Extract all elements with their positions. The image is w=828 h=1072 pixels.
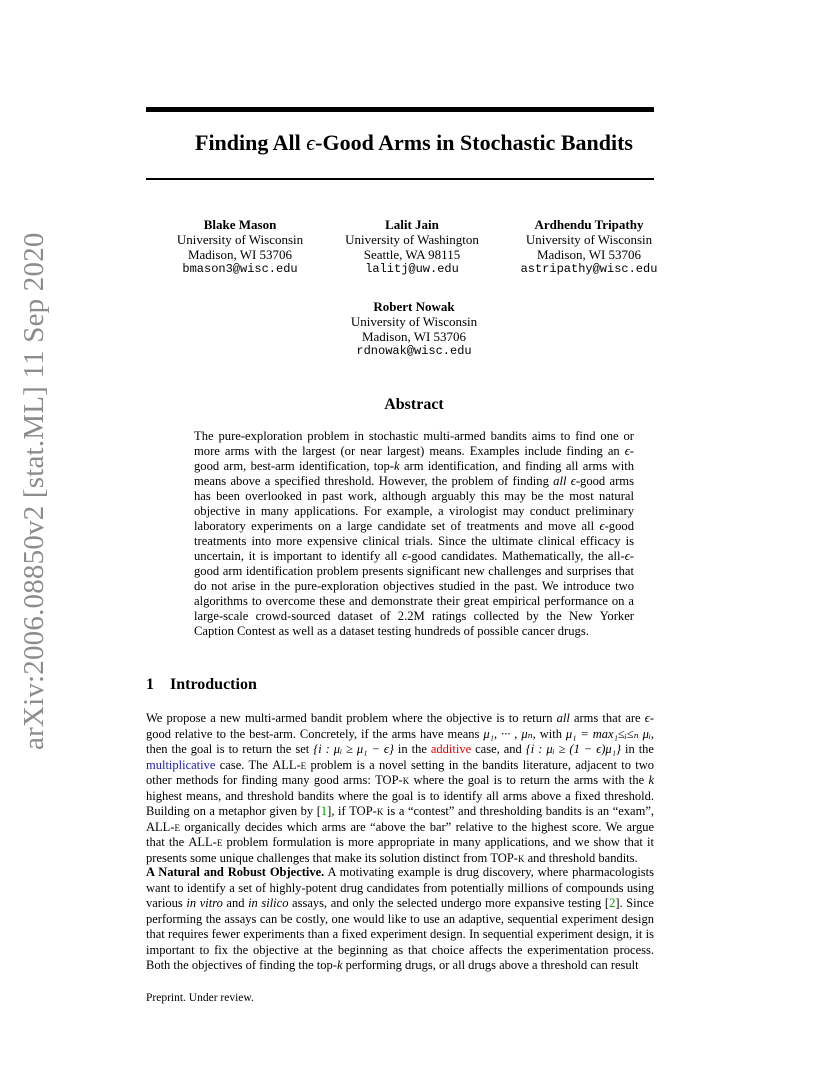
- text-segment: assays, and only the selected undergo more expansive testing [: [288, 896, 610, 910]
- text-segment: performing drugs, or all drugs above a threshold can result: [342, 958, 639, 972]
- author-email: astripathy@wisc.edu: [520, 262, 658, 276]
- section-title: Introduction: [170, 676, 257, 693]
- emphasis-all: all: [556, 711, 570, 725]
- math-means: μ₁, ··· , μₙ: [483, 726, 533, 741]
- author-block-1: [160, 217, 320, 277]
- title-top-rule: [146, 107, 654, 112]
- term-all-epsilon: ALL-ϵ: [188, 835, 223, 849]
- abstract-text-segment: arm identification, and finding all arms with means above a specified threshold. However, the problem of finding: [194, 459, 634, 488]
- title-bottom-rule: [146, 178, 654, 180]
- arxiv-stamp: arXiv:2006.08850v2 [stat.ML] 11 Sep 2020: [18, 232, 50, 750]
- abstract-heading: Abstract: [384, 396, 444, 413]
- text-segment: case, and: [471, 742, 526, 756]
- math-epsilon: ϵ: [402, 549, 408, 563]
- text-segment: highest means, and threshold bandits where the goal is to identify all arms above a fixed threshold. Building on a metaphor given by [: [146, 788, 654, 818]
- author-address: Madison, WI 53706: [187, 247, 293, 262]
- author-address: Madison, WI 53706: [361, 329, 467, 344]
- text-segment: in the: [621, 742, 654, 756]
- author-block-4: [332, 299, 496, 359]
- author-block-3: [504, 217, 674, 277]
- text-segment: in the: [393, 742, 431, 756]
- math-epsilon: ϵ: [644, 711, 650, 725]
- author-block-2: [332, 217, 492, 277]
- text-segment: case. The: [215, 757, 273, 772]
- author-affiliation: University of Wisconsin: [350, 314, 478, 329]
- citation-link-2[interactable]: 2: [609, 896, 616, 910]
- title-part-2: -Good Arms in Stochastic Bandits: [315, 130, 633, 155]
- abstract-text-segment: -good candidates. Mathematically, the all-: [407, 549, 625, 563]
- term-all-epsilon: ALL-ϵ: [146, 819, 180, 834]
- section-heading-introduction: [146, 676, 257, 694]
- math-additive-set: {i : μᵢ ≥ μ₁ − ϵ}: [313, 742, 394, 756]
- abstract-text-segment: -good arm identification problem presents significant new challenges and surprises that do not arise in the pure-exploration objectives studied in the past. We introduce two algorithms to overcome these and demonstrate their great empirical performance on a large-scale crowd-sourced dataset of 2.2M ratings collected by the New Yorker Caption Contest as well as a dataset testing hundreds of possible cancer drugs.: [194, 549, 634, 638]
- author-email: bmason3@wisc.edu: [182, 262, 298, 276]
- author-name: Blake Mason: [203, 217, 277, 232]
- term-top-k: TOP-k: [349, 804, 384, 818]
- text-segment: -good relative to the best-arm. Concretely, if the arms have means: [146, 711, 654, 741]
- text-segment: , with: [532, 726, 566, 741]
- footer-note: Preprint. Under review.: [146, 992, 254, 1004]
- text-segment: We propose a new multi-armed bandit problem where the objective is to return: [146, 711, 557, 725]
- author-name: Lalit Jain: [385, 217, 439, 232]
- text-segment: ]. Since performing the assays can be costly, one would like to use an adaptive, sequential experiment design that requires fewer experiments than a fixed experiment design. In sequential experiment design, it is important to fix the objective at the beginning as that choice affects the experimentation process. Both the objectives of finding the top-: [146, 896, 654, 972]
- math-k: k: [336, 958, 343, 972]
- citation-link-1[interactable]: 1: [320, 804, 328, 818]
- text-segment: is a “contest” and thresholding bandits is an “exam”,: [383, 804, 654, 818]
- abstract-text-segment: The pure-exploration problem in stochastic multi-armed bandits aims to find one or more arms with the largest (or near largest) means. Examples include finding an: [194, 429, 634, 458]
- abstract-text: [194, 429, 634, 639]
- math-epsilon: ϵ: [599, 519, 605, 533]
- text-segment: , then the goal is to return the set: [146, 726, 654, 756]
- author-email: rdnowak@wisc.edu: [356, 344, 472, 358]
- math-epsilon: ϵ: [624, 444, 630, 458]
- math-k: k: [394, 459, 400, 473]
- emphasis-in-vitro: in vitro: [186, 896, 223, 910]
- author-address: Madison, WI 53706: [536, 247, 642, 262]
- math-k: k: [648, 773, 654, 787]
- text-segment: organically decides which arms are “above the bar” relative to the highest score. We argue that the: [146, 819, 654, 849]
- term-top-k: TOP-k: [490, 850, 525, 865]
- section-number: 1: [146, 676, 154, 693]
- abstract-text-segment: -good arms has been overlooked in past work, although arguably this may be the most natural objective in many applications. For example, a virologist may conduct preliminary laboratory experiments on a large candidate set of treatments and move all: [194, 474, 634, 533]
- author-affiliation: University of Washington: [345, 232, 479, 247]
- term-top-k: TOP-k: [375, 773, 410, 787]
- intro-paragraph-1: [146, 711, 654, 866]
- author-email: lalitj@uw.edu: [365, 262, 459, 276]
- abstract-text-segment: -good treatments into more expensive clinical trials. Since the ultimate clinical efficacy is uncertain, it is important to identify all: [194, 519, 634, 563]
- term-all-epsilon: ALL-ϵ: [272, 757, 307, 772]
- emphasis-all: all: [553, 474, 567, 488]
- text-segment: arms that are: [569, 711, 645, 725]
- title-part-1: Finding All: [195, 130, 307, 155]
- text-segment: and threshold bandits.: [524, 850, 638, 865]
- author-name: Robert Nowak: [373, 299, 455, 314]
- math-epsilon: ϵ: [570, 474, 576, 488]
- title-epsilon: ϵ: [306, 130, 316, 155]
- paper-title: [146, 130, 682, 156]
- emphasis-in-silico: in silico: [248, 896, 289, 910]
- author-affiliation: University of Wisconsin: [525, 232, 653, 247]
- math-epsilon: ϵ: [624, 549, 630, 563]
- text-segment: ], if: [327, 804, 350, 818]
- text-segment: A motivating example is drug discovery, where pharmacologists want to identify a set of highly-potent drug candidates from potentially millions of compounds using various: [146, 865, 654, 910]
- text-segment: and: [222, 896, 249, 910]
- text-segment: where the goal is to return the arms with the: [409, 773, 649, 787]
- text-segment: problem formulation is more appropriate in many applications, and we show that it presents some unique challenges that make its solution distinct from: [146, 835, 654, 865]
- math-mu1-definition: μ₁ = max₁≤ᵢ≤ₙ μᵢ: [565, 726, 651, 741]
- author-address: Seattle, WA 98115: [363, 247, 461, 262]
- paragraph-runin-heading: A Natural and Robust Objective.: [146, 865, 325, 879]
- author-affiliation: University of Wisconsin: [176, 232, 304, 247]
- abstract-text-segment: -good arm, best-arm identification, top-: [194, 444, 634, 473]
- math-multiplicative-set: {i : μᵢ ≥ (1 − ϵ)μ₁}: [525, 742, 622, 756]
- author-name: Ardhendu Tripathy: [534, 217, 644, 232]
- link-additive[interactable]: additive: [430, 742, 472, 756]
- intro-paragraph-2: [146, 865, 654, 974]
- link-multiplicative[interactable]: multiplicative: [146, 757, 216, 772]
- text-segment: problem is a novel setting in the bandits literature, adjacent to two other methods for finding many good arms:: [146, 757, 655, 787]
